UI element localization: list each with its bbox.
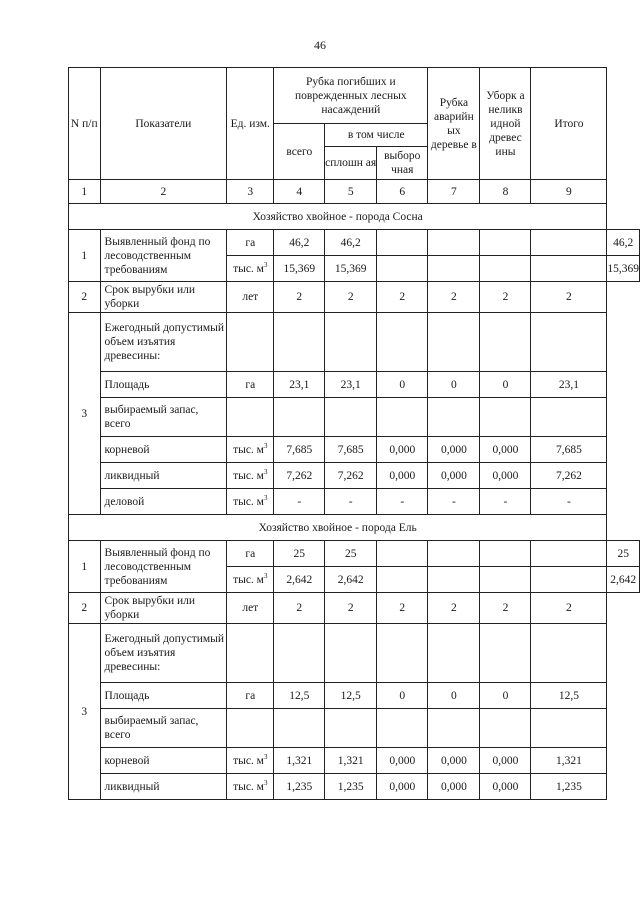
unit-text: тыс. м <box>233 443 264 456</box>
indicator-label: Площадь <box>100 683 227 709</box>
indicator-label: ликвидный <box>100 463 227 489</box>
unit-cell: лет <box>227 282 274 313</box>
value-cell: 25 <box>325 541 377 567</box>
value-cell: 0 <box>480 372 531 398</box>
unit-cell <box>227 489 274 515</box>
value-cell: 7,262 <box>325 463 377 489</box>
indicator-label: выбираемый запас, всего <box>100 398 227 437</box>
empty-cell <box>480 313 531 372</box>
row-number: 1 <box>69 541 101 593</box>
header-n: N п/п <box>69 68 101 180</box>
unit-cell <box>227 437 274 463</box>
value-cell: 2 <box>325 282 377 313</box>
value-cell: 7,685 <box>274 437 325 463</box>
header-emergency-cut: Рубка аварийн ых деревье в <box>428 68 480 180</box>
empty-cell <box>325 313 377 372</box>
empty-cell <box>531 709 607 748</box>
liquid-row <box>69 774 640 800</box>
area-row <box>69 372 640 398</box>
stock-row <box>69 709 640 748</box>
unit-superscript: 3 <box>263 778 268 787</box>
indicator-label: Выявленный фонд по лесоводственным требованиям <box>100 230 227 282</box>
unit-cell: га <box>227 683 274 709</box>
unit-text: тыс. м <box>233 262 264 275</box>
empty-cell <box>480 624 531 683</box>
value-cell: 0 <box>377 372 428 398</box>
column-number: 7 <box>428 180 480 204</box>
value-cell: 0,000 <box>377 463 428 489</box>
empty-cell <box>377 709 428 748</box>
row-number: 1 <box>69 230 101 282</box>
value-cell: 46,2 <box>325 230 377 256</box>
value-cell: 2 <box>531 282 607 313</box>
value-cell <box>531 567 607 593</box>
value-cell: 12,5 <box>325 683 377 709</box>
empty-cell <box>377 313 428 372</box>
value-cell: 0,000 <box>428 463 480 489</box>
value-cell: 1,235 <box>274 774 325 800</box>
unit-cell <box>227 567 274 593</box>
value-cell: 0,000 <box>377 437 428 463</box>
value-cell: 2,642 <box>607 567 640 593</box>
area-row <box>69 683 640 709</box>
value-cell: 2,642 <box>325 567 377 593</box>
value-cell: 0,000 <box>377 748 428 774</box>
empty-cell <box>227 709 274 748</box>
value-cell: 15,369 <box>325 256 377 282</box>
value-cell: 0 <box>480 683 531 709</box>
value-cell: 0,000 <box>377 774 428 800</box>
empty-cell <box>325 398 377 437</box>
column-number: 6 <box>377 180 428 204</box>
value-cell: 46,2 <box>274 230 325 256</box>
empty-cell <box>428 624 480 683</box>
indicator-label: Срок вырубки или уборки <box>100 282 227 313</box>
fund-row <box>69 230 640 256</box>
value-cell: 2 <box>377 282 428 313</box>
column-number: 3 <box>227 180 274 204</box>
value-cell: 2 <box>377 593 428 624</box>
column-number: 5 <box>325 180 377 204</box>
value-cell: 7,262 <box>531 463 607 489</box>
value-cell <box>531 230 607 256</box>
value-cell: 23,1 <box>531 372 607 398</box>
value-cell: 2 <box>274 282 325 313</box>
unit-cell <box>227 463 274 489</box>
liquid-row <box>69 463 640 489</box>
column-number: 2 <box>100 180 227 204</box>
indicator-label: деловой <box>100 489 227 515</box>
value-cell <box>428 230 480 256</box>
unit-cell: га <box>227 541 274 567</box>
value-cell: 0 <box>377 683 428 709</box>
unit-text: тыс. м <box>233 573 264 586</box>
row-number: 3 <box>69 624 101 800</box>
fund-row <box>69 541 640 567</box>
value-cell: 2 <box>274 593 325 624</box>
value-cell <box>480 230 531 256</box>
value-cell: 2,642 <box>274 567 325 593</box>
value-cell: 25 <box>607 541 640 567</box>
empty-cell <box>377 624 428 683</box>
indicator-label: Ежегодный допустимый объем изъятия древесины: <box>100 624 227 683</box>
value-cell: 2 <box>428 593 480 624</box>
empty-cell <box>480 709 531 748</box>
value-cell: 46,2 <box>607 230 640 256</box>
value-cell <box>428 256 480 282</box>
value-cell: 15,369 <box>274 256 325 282</box>
empty-cell <box>227 313 274 372</box>
value-cell: 23,1 <box>274 372 325 398</box>
empty-cell <box>428 313 480 372</box>
empty-cell <box>274 624 325 683</box>
column-number: 1 <box>69 180 101 204</box>
header-total-all: всего <box>274 124 325 180</box>
value-cell: 2 <box>480 593 531 624</box>
value-cell: 2 <box>480 282 531 313</box>
value-cell: 1,235 <box>531 774 607 800</box>
unit-superscript: 3 <box>263 467 268 476</box>
indicator-label: выбираемый запас, всего <box>100 709 227 748</box>
unit-text: тыс. м <box>233 754 264 767</box>
row-number: 2 <box>69 282 101 313</box>
value-cell: 12,5 <box>274 683 325 709</box>
unit-cell: га <box>227 372 274 398</box>
value-cell: - <box>428 489 480 515</box>
column-number: 8 <box>480 180 531 204</box>
value-cell <box>531 541 607 567</box>
unit-text: тыс. м <box>233 780 264 793</box>
value-cell <box>480 256 531 282</box>
section-title-row <box>69 515 640 541</box>
unit-superscript: 3 <box>263 441 268 450</box>
header-indicators: Показатели <box>100 68 227 180</box>
unit-text: тыс. м <box>233 495 264 508</box>
value-cell: 2 <box>428 282 480 313</box>
term-row <box>69 593 640 624</box>
unit-superscript: 3 <box>263 571 268 580</box>
page-number: 46 <box>314 38 326 52</box>
indicator-label: ликвидный <box>100 774 227 800</box>
empty-cell <box>274 313 325 372</box>
unit-superscript: 3 <box>263 752 268 761</box>
indicator-label: корневой <box>100 437 227 463</box>
empty-cell <box>428 398 480 437</box>
indicator-label: корневой <box>100 748 227 774</box>
indicator-label: Выявленный фонд по лесоводственным требованиям <box>100 541 227 593</box>
column-number: 4 <box>274 180 325 204</box>
unit-superscript: 3 <box>263 493 268 502</box>
value-cell: 0,000 <box>480 437 531 463</box>
empty-cell <box>531 624 607 683</box>
value-cell <box>531 256 607 282</box>
empty-cell <box>428 709 480 748</box>
value-cell: 0,000 <box>480 748 531 774</box>
business-row <box>69 489 640 515</box>
value-cell: 7,685 <box>325 437 377 463</box>
unit-cell <box>227 256 274 282</box>
value-cell <box>377 541 428 567</box>
header-clear-cut: сплошн ая <box>325 147 377 180</box>
indicator-label: Ежегодный допустимый объем изъятия древесины: <box>100 313 227 372</box>
value-cell <box>480 567 531 593</box>
indicator-label: Срок вырубки или уборки <box>100 593 227 624</box>
annual-header-row <box>69 313 640 372</box>
row-number: 3 <box>69 313 101 515</box>
value-cell <box>377 256 428 282</box>
value-cell <box>428 567 480 593</box>
value-cell: 0,000 <box>428 748 480 774</box>
value-cell: 0 <box>428 683 480 709</box>
value-cell: 15,369 <box>607 256 640 282</box>
row-number: 2 <box>69 593 101 624</box>
value-cell: - <box>377 489 428 515</box>
value-cell: 7,685 <box>531 437 607 463</box>
indicator-label: Площадь <box>100 372 227 398</box>
value-cell: 1,321 <box>325 748 377 774</box>
value-cell: 0 <box>428 372 480 398</box>
unit-text: тыс. м <box>233 469 264 482</box>
annual-header-row <box>69 624 640 683</box>
unit-cell <box>227 748 274 774</box>
empty-cell <box>377 398 428 437</box>
value-cell: 0,000 <box>428 774 480 800</box>
empty-cell <box>227 398 274 437</box>
value-cell: 1,321 <box>531 748 607 774</box>
value-cell: 1,235 <box>325 774 377 800</box>
value-cell: - <box>480 489 531 515</box>
value-cell <box>428 541 480 567</box>
value-cell: 0,000 <box>480 463 531 489</box>
value-cell <box>377 230 428 256</box>
empty-cell <box>274 709 325 748</box>
root-row <box>69 748 640 774</box>
value-cell: 23,1 <box>325 372 377 398</box>
value-cell: 25 <box>274 541 325 567</box>
column-number: 9 <box>531 180 607 204</box>
value-cell: - <box>274 489 325 515</box>
empty-cell <box>480 398 531 437</box>
empty-cell <box>325 709 377 748</box>
value-cell: 2 <box>531 593 607 624</box>
unit-cell: га <box>227 230 274 256</box>
empty-cell <box>531 398 607 437</box>
header-nonliquid-cleanup: Уборк а неликв идной древес ины <box>480 68 531 180</box>
header-unit: Ед. изм. <box>227 68 274 180</box>
value-cell: 7,262 <box>274 463 325 489</box>
value-cell: 2 <box>325 593 377 624</box>
section-title: Хозяйство хвойное - порода Ель <box>69 515 607 541</box>
value-cell: 0,000 <box>428 437 480 463</box>
value-cell: - <box>325 489 377 515</box>
value-cell: 1,321 <box>274 748 325 774</box>
empty-cell <box>274 398 325 437</box>
root-row <box>69 437 640 463</box>
header-total: Итого <box>531 68 607 180</box>
unit-cell <box>227 774 274 800</box>
term-row <box>69 282 640 313</box>
value-cell <box>377 567 428 593</box>
section-title-row <box>69 204 640 230</box>
column-numbers-row <box>69 180 640 204</box>
forest-cutting-table <box>68 67 640 800</box>
section-title: Хозяйство хвойное - порода Сосна <box>69 204 607 230</box>
empty-cell <box>325 624 377 683</box>
value-cell: 12,5 <box>531 683 607 709</box>
stock-row <box>69 398 640 437</box>
header-selective-cut: выборо чная <box>377 147 428 180</box>
header-group: Рубка погибших и поврежденных лесных насаждений <box>274 68 428 124</box>
value-cell: 0,000 <box>480 774 531 800</box>
value-cell <box>480 541 531 567</box>
unit-superscript: 3 <box>263 260 268 269</box>
empty-cell <box>227 624 274 683</box>
empty-cell <box>531 313 607 372</box>
header-including: в том числе <box>325 124 428 147</box>
value-cell: - <box>531 489 607 515</box>
unit-cell: лет <box>227 593 274 624</box>
